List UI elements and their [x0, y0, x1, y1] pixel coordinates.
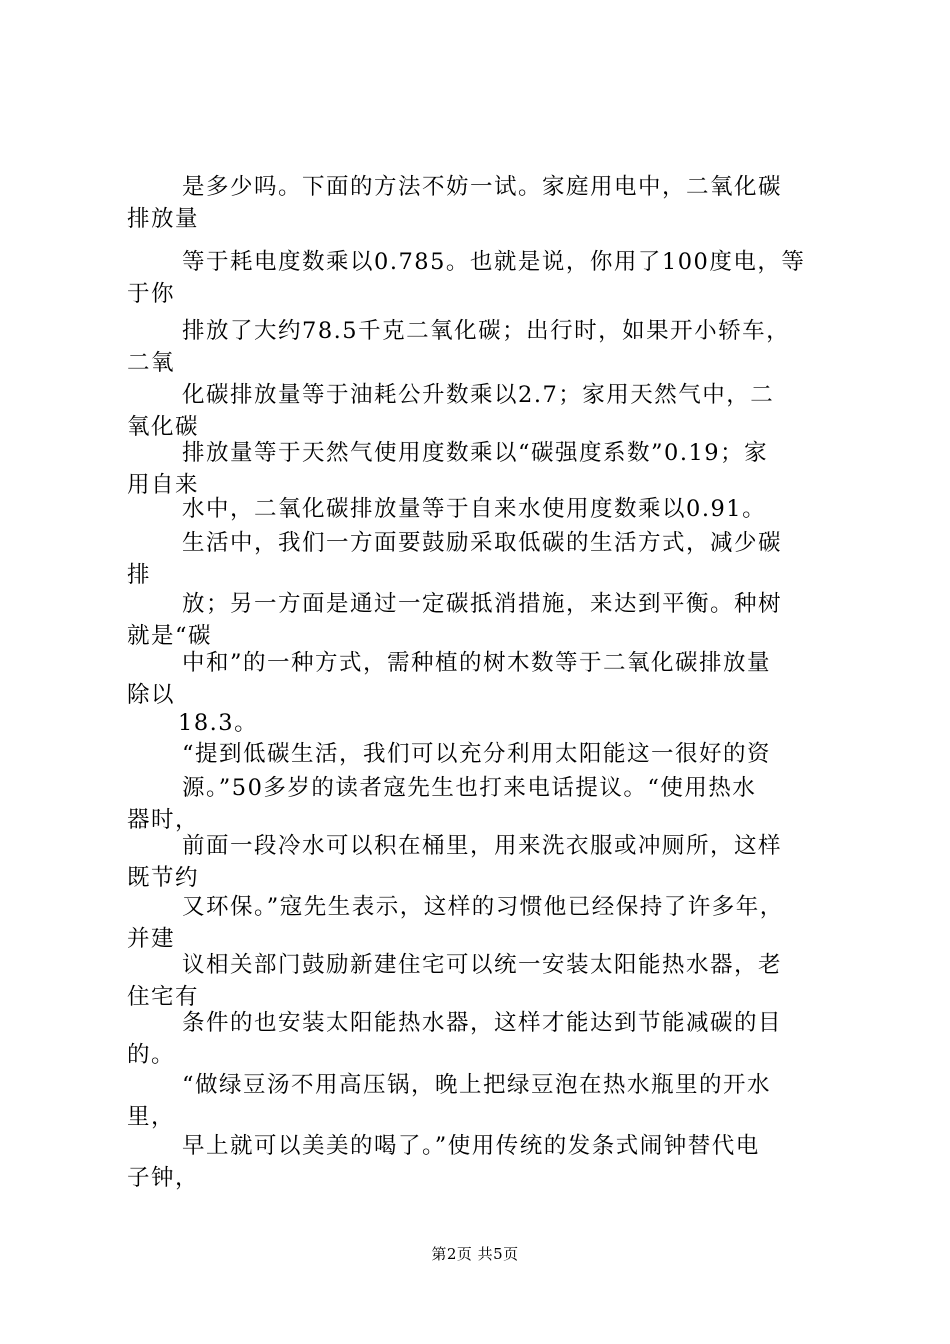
text-line: 化碳排放量等于油耗公升数乘以2.7；家用天然气中，二 [182, 382, 775, 408]
text-line: 是多少吗。下面的方法不妨一试。家庭用电中，二氧化碳 [182, 174, 783, 200]
text-line: 既节约 [127, 865, 200, 891]
text-line: 排 [127, 562, 152, 588]
text-line: 放；另一方面是通过一定碳抵消措施，来达到平衡。种树 [182, 591, 783, 617]
text-line: 排放量等于天然气使用度数乘以“碳强度系数”0.19；家 [182, 440, 769, 466]
text-line: 的。 [127, 1042, 176, 1068]
text-line: 于你 [127, 281, 176, 307]
text-line: 除以 [127, 682, 176, 708]
text-line: 排放了大约78.5千克二氧化碳；出行时，如果开小轿车， [182, 318, 791, 344]
text-line: 器时， [127, 807, 200, 833]
text-line: 生活中，我们一方面要鼓励采取低碳的生活方式，减少碳 [182, 530, 783, 556]
text-line: 中和”的一种方式，需种植的树木数等于二氧化碳排放量 [182, 650, 772, 676]
text-line: 早上就可以美美的喝了。”使用传统的发条式闹钟替代电 [182, 1133, 760, 1159]
text-line: 二氧 [127, 350, 176, 376]
text-line: 18.3。 [178, 710, 259, 736]
text-line: 等于耗电度数乘以0.785。也就是说，你用了100度电，等 [182, 249, 806, 275]
text-line: 就是“碳 [127, 623, 213, 649]
text-line: 源。”50多岁的读者寇先生也打来电话提议。“使用热水 [182, 775, 757, 801]
text-line: “提到低碳生活，我们可以充分利用太阳能这一很好的资 [182, 741, 772, 767]
text-line: 前面一段冷水可以积在桶里，用来洗衣服或冲厕所，这样 [182, 833, 783, 859]
text-line: 子钟， [127, 1165, 200, 1191]
text-line: 并建 [127, 926, 176, 952]
text-line: “做绿豆汤不用高压锅，晚上把绿豆泡在热水瓶里的开水 [182, 1072, 772, 1098]
text-line: 又环保。”寇先生表示，这样的习惯他已经保持了许多年， [182, 894, 784, 920]
text-line: 排放量 [127, 206, 200, 232]
text-line: 氧化碳 [127, 414, 200, 440]
page-number-footer: 第2页 共5页 [431, 1245, 519, 1263]
text-line: 用自来 [127, 472, 200, 498]
text-line: 里， [127, 1104, 176, 1130]
text-line: 议相关部门鼓励新建住宅可以统一安装太阳能热水器，老 [182, 952, 783, 978]
text-line: 住宅有 [127, 984, 200, 1010]
text-line: 条件的也安装太阳能热水器，这样才能达到节能减碳的目 [182, 1010, 783, 1036]
text-line: 水中，二氧化碳排放量等于自来水使用度数乘以0.91。 [182, 496, 767, 522]
